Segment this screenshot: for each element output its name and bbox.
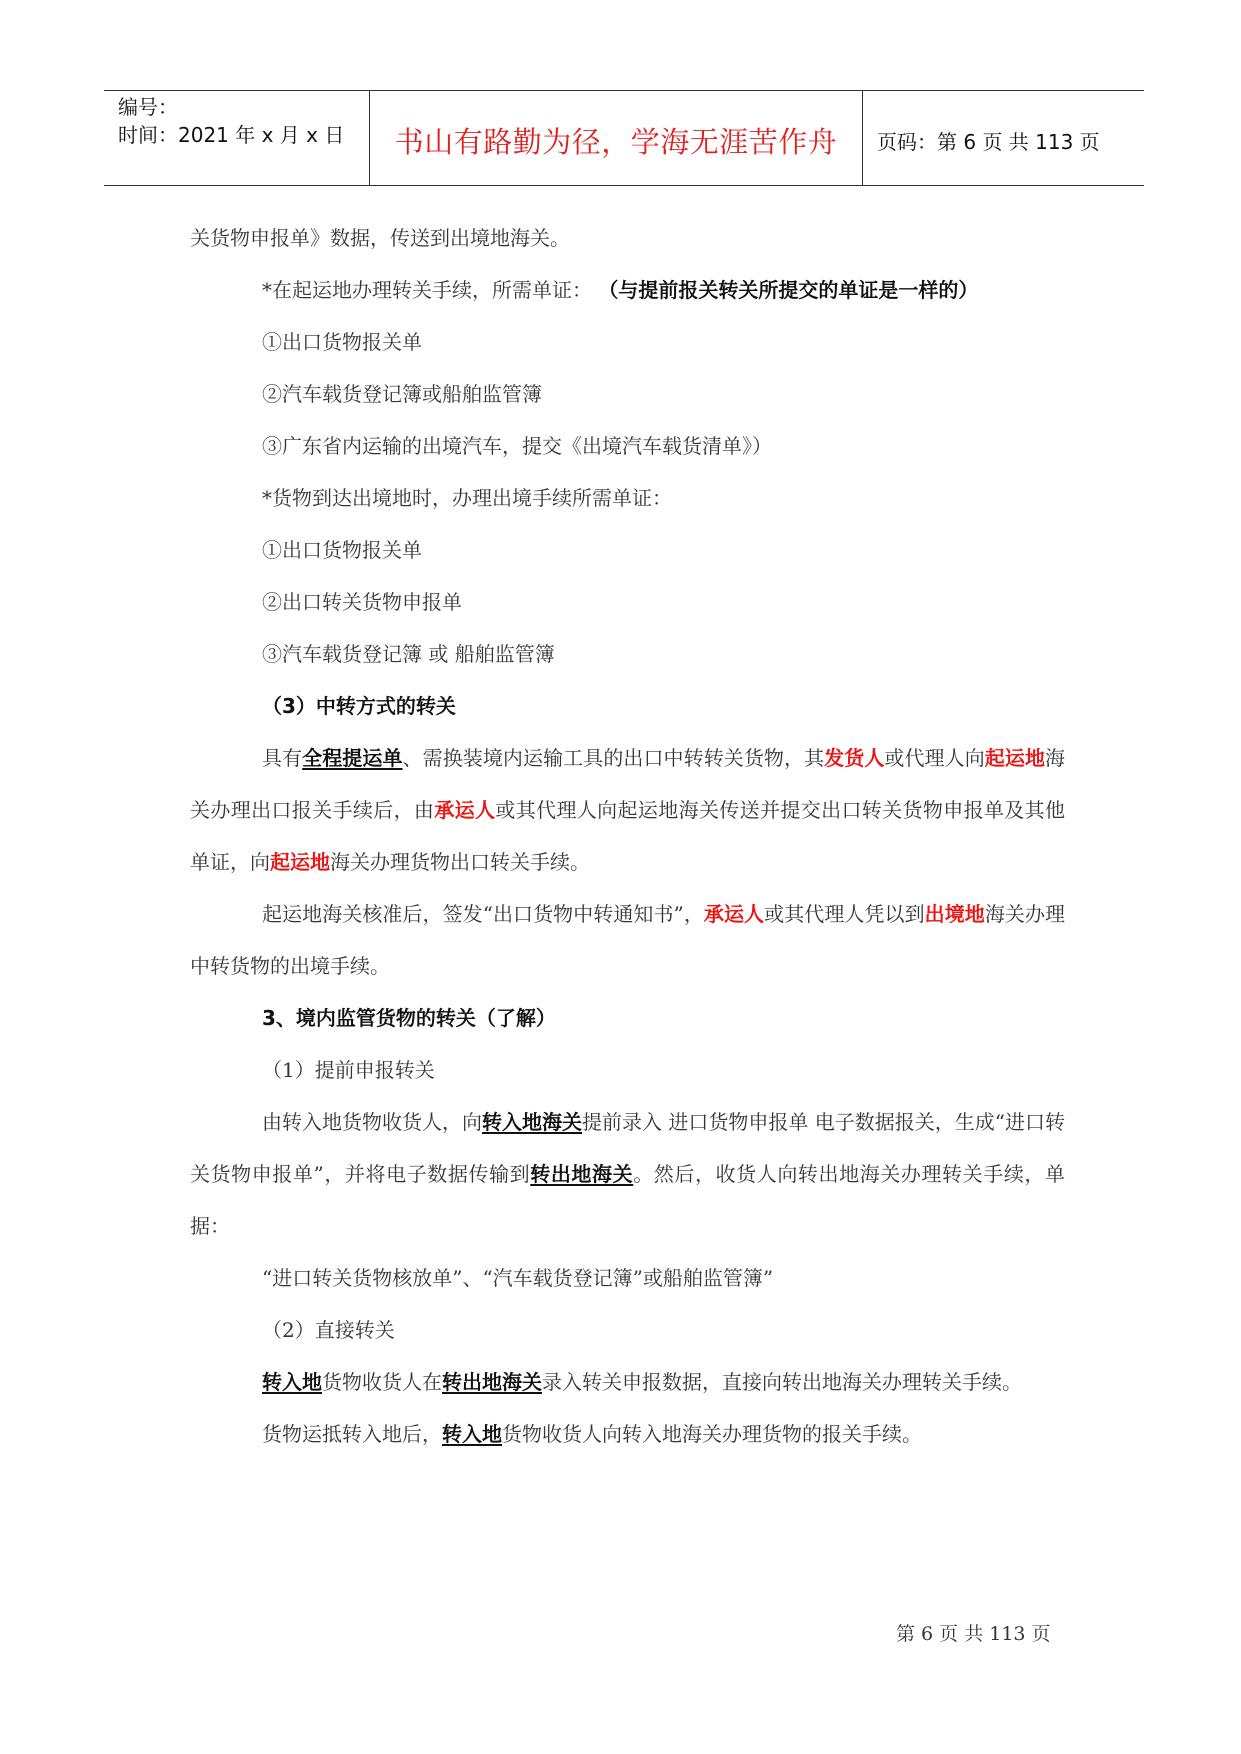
text-run: 或其代理人凭以到 bbox=[764, 902, 925, 926]
paragraph-line: *货物到达出境地时，办理出境手续所需单证： bbox=[262, 486, 672, 510]
highlight-term: 起运地 bbox=[984, 746, 1046, 770]
text-run: 、需换装境内运输工具的出口中转转关货物，其 bbox=[402, 746, 825, 770]
highlight-term: 发货人 bbox=[824, 746, 885, 770]
list-item: ①出口货物报关单 bbox=[262, 538, 422, 562]
paragraph bbox=[190, 1408, 1065, 1460]
list-item: ③汽车载货登记簿 或 船舶监管簿 bbox=[262, 642, 555, 666]
section-heading: 3、境内监管货物的转关（了解） bbox=[262, 1006, 556, 1030]
document-time: 时间：2021 年 x 月 x 日 bbox=[118, 123, 345, 147]
paragraph-line: “进口转关货物核放单”、“汽车载货登记簿”或船舶监管簿” bbox=[262, 1266, 774, 1290]
page-header bbox=[104, 90, 1144, 186]
list-item: ②出口转关货物申报单 bbox=[262, 590, 462, 614]
text-run: 由转入地货物收货人，向 bbox=[262, 1110, 483, 1134]
text-run: 或其代理人向起运地海关传送并提交出口转关货物申报单及其他单证，向 bbox=[190, 798, 1066, 874]
list-item: ②汽车载货登记簿或船舶监管簿 bbox=[262, 382, 542, 406]
text-run: 货物收货人向转入地海关办理货物的报关手续。 bbox=[502, 1422, 922, 1446]
section-heading: （3）中转方式的转关 bbox=[262, 694, 456, 718]
underlined-term: 转入地海关 bbox=[482, 1110, 583, 1134]
text-run: *在起运地办理转关手续，所需单证： bbox=[262, 278, 599, 302]
text-run: 提前录入 进口货物申报单 电子数据报关，生成“进口转关货物申报单”，并将电子数据传输到 bbox=[190, 1110, 1065, 1186]
paragraph-line bbox=[190, 264, 1065, 316]
paragraph bbox=[190, 732, 1065, 888]
bold-note: （与提前报关转关所提交的单证是一样的） bbox=[598, 278, 979, 302]
paragraph-line: 关货物申报单》数据，传送到出境地海关。 bbox=[190, 226, 570, 250]
text-run: 或代理人向 bbox=[884, 746, 985, 770]
page-footer: 第 6 页 共 113 页 bbox=[896, 1623, 1051, 1645]
list-item: ③广东省内运输的出境汽车，提交《出境汽车载货清单》） bbox=[262, 434, 772, 458]
text-run: 海关办理出口报关手续后，由 bbox=[190, 746, 1066, 822]
text-run: 录入转关申报数据，直接向转出地海关办理转关手续。 bbox=[542, 1370, 1022, 1394]
paragraph bbox=[190, 888, 1065, 992]
text-run: 具有 bbox=[262, 746, 303, 770]
header-page-info: 页码：第 6 页 共 113 页 bbox=[877, 129, 1100, 154]
highlight-term: 承运人 bbox=[703, 902, 765, 926]
text-run: 海关办理货物出口转关手续。 bbox=[330, 850, 590, 874]
text-run: 货物收货人在 bbox=[322, 1370, 442, 1394]
text-run: 海关办理中转货物的出境手续。 bbox=[190, 902, 1066, 978]
underlined-term: 转出地海关 bbox=[530, 1162, 634, 1186]
underlined-term: 转出地海关 bbox=[442, 1370, 542, 1394]
highlight-term: 出境地 bbox=[924, 902, 985, 926]
subsection-heading: （1）提前申报转关 bbox=[262, 1058, 435, 1082]
header-motto: 书山有路勤为径，学海无涯苦作舟 bbox=[370, 91, 863, 185]
list-item: ①出口货物报关单 bbox=[262, 330, 422, 354]
text-run: 货物运抵转入地后， bbox=[262, 1422, 442, 1446]
highlight-term: 起运地 bbox=[270, 850, 330, 874]
subsection-heading: （2）直接转关 bbox=[262, 1318, 395, 1342]
paragraph bbox=[190, 1356, 1065, 1408]
underlined-term: 全程提运单 bbox=[302, 746, 403, 770]
document-number-label: 编号： bbox=[118, 95, 178, 119]
underlined-term: 转入地 bbox=[262, 1370, 322, 1394]
highlight-term: 承运人 bbox=[434, 798, 496, 822]
text-run: 。然后，收货人向转出地海关办理转关手续，单据： bbox=[190, 1162, 1065, 1238]
underlined-term: 转入地 bbox=[442, 1422, 502, 1446]
document-body bbox=[190, 212, 1065, 1460]
paragraph bbox=[190, 1096, 1065, 1252]
text-run: 起运地海关核准后，签发“出口货物中转通知书”， bbox=[262, 902, 704, 926]
header-left-cell bbox=[104, 91, 370, 185]
